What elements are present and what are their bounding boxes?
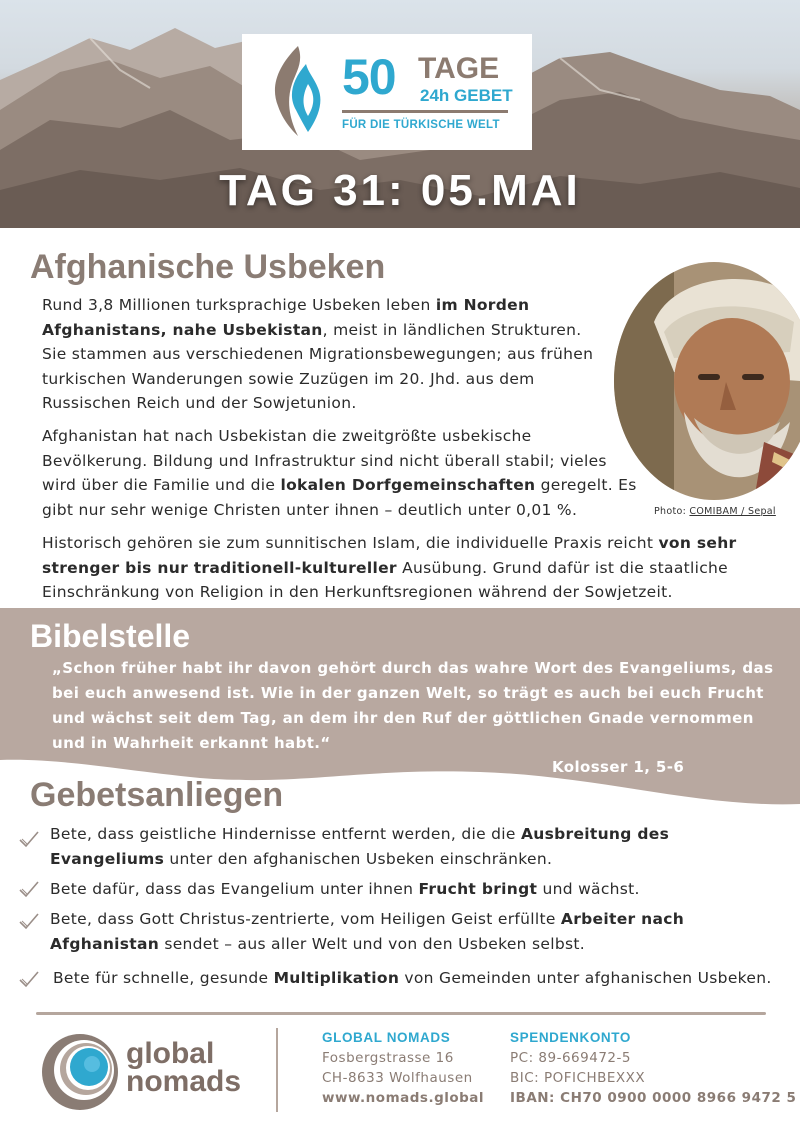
donation-pc: PC: 89-669472-5: [510, 1050, 631, 1066]
logo-hours: 24h GEBET: [420, 86, 513, 105]
logo-rule: [342, 110, 508, 113]
body-text: Bete dafür, dass das Evangelium unter ihnen: [50, 880, 419, 898]
people-paragraph-1: [42, 293, 602, 416]
body-text: Afghanistan hat nach Usbekistan die zweitgrößte usbekische Bevölkerung. Bildung und Infrastruktur sind nicht überall stabil; vieles wird über die Familie und die: [42, 427, 607, 494]
body-text: geregelt. Es gibt nur sehr wenige Christen unter ihnen – deutlich unter 0,01 %.: [42, 476, 637, 519]
section-heading-prayer: Gebetsanliegen: [30, 776, 284, 814]
photo-credit: [654, 506, 776, 517]
emphasis-text: lokalen Dorfgemeinschaften: [280, 476, 536, 494]
prayer-item-3: [50, 907, 770, 956]
body-text: unter den afghanischen Usbeken einschränken.: [164, 849, 553, 868]
global-nomads-logo-icon: [40, 1032, 120, 1112]
bible-quote: „Schon früher habt ihr davon gehört durch das wahre Wort des Evangeliums, das bei euch anwesend ist. Wie in der ganzen Welt, so trägt es auch bei euch Frucht und wächst seit dem Tag, an dem ihr den Ruf der göttlichen Gnade vernommen und in Wahrheit erkannt habt.“: [52, 659, 774, 752]
check-icon: [18, 970, 40, 988]
emphasis-text: im Norden Afghanistans, nahe Usbekistan: [42, 296, 530, 339]
emphasis-text: Ausbreitung des Evangeliums: [50, 825, 670, 868]
portrait-illustration: [614, 262, 800, 500]
brand-name-line-2: nomads: [126, 1065, 242, 1098]
org-street: Fosbergstrasse 16: [322, 1050, 454, 1066]
logo-subtitle: FÜR DIE TÜRKISCHE WELT: [342, 119, 500, 131]
donation-bic: BIC: POFICHBEXXX: [510, 1070, 646, 1086]
body-text: Bete für schnelle, gesunde: [53, 969, 274, 987]
org-website-link[interactable]: www.nomads.global: [322, 1090, 485, 1106]
prayer-item-1: [50, 822, 770, 871]
body-text: sendet – aus aller Welt und von den Usbeken selbst.: [159, 934, 585, 953]
logo-number: 50: [342, 49, 396, 105]
donation-iban: IBAN: CH70 0900 0000 8966 9472 5: [510, 1090, 797, 1106]
body-text: Bete, dass Gott Christus-zentrierte, vom Heiligen Geist erfüllte: [50, 910, 561, 928]
flame-icon: [268, 44, 326, 140]
org-city: CH-8633 Wolfhausen: [322, 1070, 473, 1086]
section-heading-people: Afghanische Usbeken: [30, 248, 386, 286]
emphasis-text: von sehr strenger bis nur traditionell-kultureller: [42, 534, 737, 577]
body-text: Rund 3,8 Millionen turksprachige Usbeken leben: [42, 296, 436, 314]
portrait-photo: [614, 262, 800, 500]
body-text: Ausübung. Grund dafür ist die staatliche Einschränkung von Religion in den Herkunftsregionen während der Sowjetzeit.: [42, 558, 729, 601]
people-paragraph-2: [42, 424, 642, 522]
brand-name: [126, 1037, 242, 1098]
campaign-logo: [242, 34, 532, 150]
brand-name-line-1: global: [126, 1037, 215, 1070]
body-text: und wächst.: [537, 880, 640, 898]
check-icon: [18, 830, 40, 848]
footer-divider: [36, 1012, 766, 1015]
prayer-item-4: [53, 966, 793, 991]
photo-credit-prefix: Photo:: [654, 506, 690, 517]
donation-heading: SPENDENKONTO: [510, 1030, 631, 1045]
emphasis-text: Multiplikation: [273, 969, 400, 987]
emphasis-text: Frucht bringt: [418, 880, 538, 898]
body-text: Bete, dass geistliche Hindernisse entfernt werden, die die: [50, 825, 521, 843]
body-text: , meist in ländlichen Strukturen. Sie stammen aus verschiedenen Migrationsbewegungen; aus frühen turkischen Wanderungen sowie Zuzügen im 20. Jhd. aus dem Russischen Reich und der Sowjetunion.: [42, 320, 594, 412]
photo-credit-link[interactable]: COMIBAM / Sepal: [689, 506, 776, 517]
emphasis-text: Arbeiter nach Afghanistan: [50, 910, 685, 953]
body-text: Historisch gehören sie zum sunnitischen Islam, die individuelle Praxis reicht: [42, 534, 659, 552]
org-heading: GLOBAL NOMADS: [322, 1030, 451, 1045]
bible-reference: Kolosser 1, 5-6: [552, 758, 685, 776]
check-icon: [18, 880, 40, 898]
day-title: TAG 31: 05.MAI: [219, 166, 581, 215]
footer-vertical-divider: [276, 1028, 278, 1112]
header-banner: [0, 0, 800, 228]
people-paragraph-3: [42, 531, 782, 605]
section-heading-bible: Bibelstelle: [30, 618, 191, 654]
logo-tage: TAGE: [418, 52, 500, 85]
prayer-item-2: [50, 877, 770, 902]
check-icon: [18, 912, 40, 930]
body-text: von Gemeinden unter afghanischen Usbeken.: [399, 969, 772, 987]
